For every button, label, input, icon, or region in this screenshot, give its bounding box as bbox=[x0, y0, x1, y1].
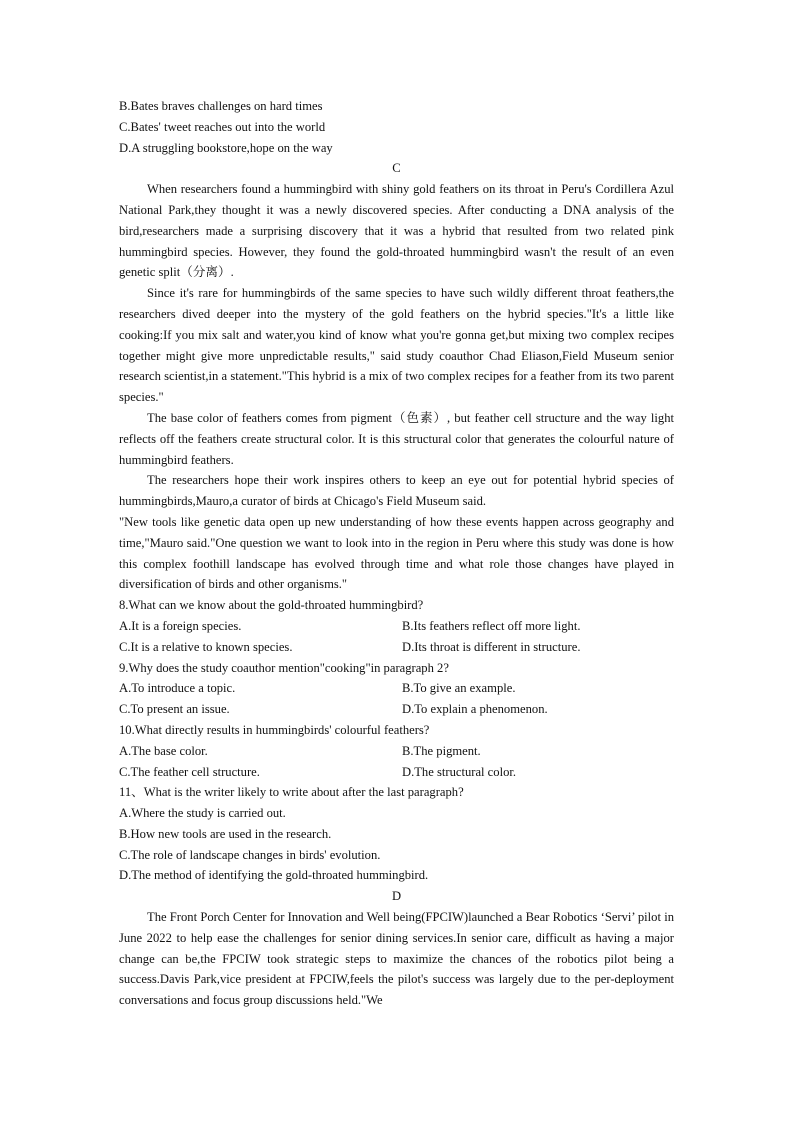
question-8-options-row-2 bbox=[119, 637, 674, 658]
question-11-stem: 11、What is the writer likely to write about after the last paragraph? bbox=[119, 785, 464, 800]
question-9-options-row-2 bbox=[119, 699, 674, 720]
question-8-option-c: C.It is a relative to known species. bbox=[119, 639, 293, 654]
section-c-heading: C bbox=[392, 161, 401, 176]
question-11-option-c: C.The role of landscape changes in birds' evolution. bbox=[119, 847, 381, 862]
passage-c-paragraph-3: The base color of feathers comes from pigment（色素）, but feather cell structure and the way light reflects off the feathers create structural color. It is this structural color that generates the colourful nature of hummingbird feathers. bbox=[119, 410, 674, 467]
question-9-option-c: C.To present an issue. bbox=[119, 702, 230, 717]
question-10-option-b: B.The pigment. bbox=[402, 743, 481, 758]
passage-c-paragraph-2: Since it's rare for hummingbirds of the same species to have such wildly different throat feathers,the researchers dived deeper into the mystery of the gold feathers on the hybrid species."It's a little like cooking:If you mix salt and water,you kind of know what you're gonna get,but mixing two complex recipes together might give more unpredictable results," said study coauthor Chad Eliason,Field Museum senior research scientist,in a statement."This hybrid is a mix of two complex recipes for a feather from its two parent species." bbox=[119, 286, 674, 405]
question-10-options-row-2 bbox=[119, 762, 674, 783]
question-8-option-a: A.It is a foreign species. bbox=[119, 618, 242, 633]
question-8-option-b: B.Its feathers reflect off more light. bbox=[402, 618, 581, 633]
question-9-option-d: D.To explain a phenomenon. bbox=[402, 702, 548, 717]
option-b-line: B.Bates braves challenges on hard times bbox=[119, 99, 323, 113]
passage-c-paragraph-4: The researchers hope their work inspires others to keep an eye out for potential hybrid species of hummingbirds,Mauro,a curator of birds at Chicago's Field Museum said. bbox=[119, 473, 674, 509]
question-11-option-b: B.How new tools are used in the research. bbox=[119, 826, 332, 841]
option-d-line: D.A struggling bookstore,hope on the way bbox=[119, 140, 333, 155]
question-9-stem: 9.Why does the study coauthor mention"cooking"in paragraph 2? bbox=[119, 660, 449, 675]
passage-d-paragraph-1: The Front Porch Center for Innovation and Well being(FPCIW)launched a Bear Robotics ‘Servi’ pilot in June 2022 to help ease the challenges for senior dining services.In senior care, difficult as having a major change can be,the FPCIW took strategic steps to maximize the chances of the robotics pilot being a success.Davis Park,vice president at FPCIW,feels the pilot's success was largely due to the per-deployment conversations and focus group discussions held."We bbox=[119, 910, 674, 1008]
question-10-stem: 10.What directly results in hummingbirds' colourful feathers? bbox=[119, 722, 430, 737]
question-10-option-c: C.The feather cell structure. bbox=[119, 764, 260, 779]
question-9-option-b: B.To give an example. bbox=[402, 681, 516, 696]
question-10-option-d: D.The structural color. bbox=[402, 764, 517, 779]
passage-c-paragraph-1: When researchers found a hummingbird with shiny gold feathers on its throat in Peru's Cordillera Azul National Park,they thought it was a newly discovered species. After conducting a DNA analysis of the bird,researchers made a surprising discovery that it was a hybrid that resulted from two related pink hummingbird species. However, they found the gold-throated hummingbird wasn't the result of an even genetic split（分离）. bbox=[119, 182, 674, 280]
question-9-options-row-1 bbox=[119, 678, 674, 699]
passage-c-quote: "New tools like genetic data open up new understanding of how these events happen across geography and time,"Mauro said."One question we want to look into in the region in Peru where this study was done is how this complex foothill landscape has evolved through time and what role those changes have played in diversification of birds and other organisms." bbox=[119, 514, 674, 592]
question-11-option-a: A.Where the study is carried out. bbox=[119, 806, 286, 821]
question-10-options-row-1 bbox=[119, 741, 674, 762]
question-8-options-row-1 bbox=[119, 616, 674, 637]
question-8-stem: 8.What can we know about the gold-throated hummingbird? bbox=[119, 598, 424, 613]
exam-page bbox=[119, 96, 674, 1011]
option-c-line: C.Bates' tweet reaches out into the world bbox=[119, 119, 326, 134]
question-10-option-a: A.The base color. bbox=[119, 743, 208, 758]
question-9-option-a: A.To introduce a topic. bbox=[119, 681, 236, 696]
section-d-heading: D bbox=[391, 889, 402, 904]
question-8-option-d: D.Its throat is different in structure. bbox=[402, 639, 581, 654]
question-11-option-d: D.The method of identifying the gold-throated hummingbird. bbox=[119, 868, 429, 883]
